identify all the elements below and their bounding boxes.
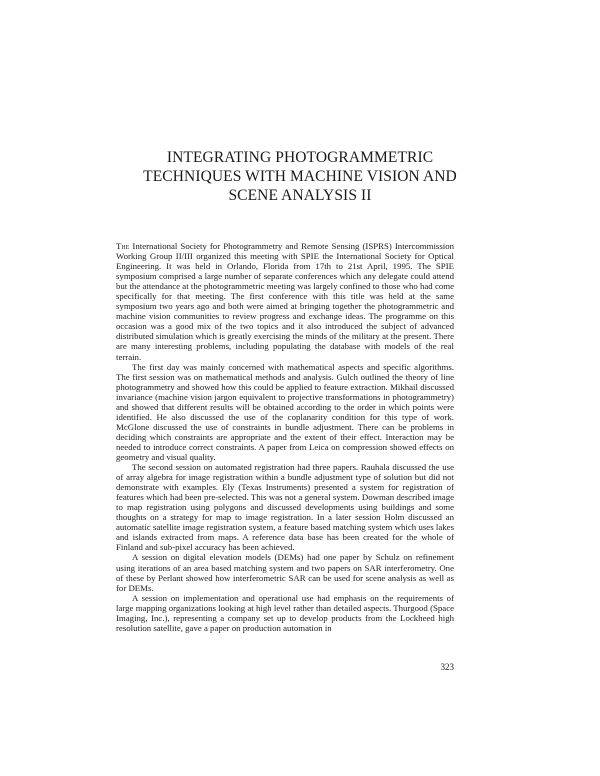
paragraph-text: The second session on automated registration had three papers. Rauhala discussed the use of array algebra for image registration within a bundle adjustment type of solution but did not demonstrate with examples. Ely (Texas Instruments) presented a system for registration of features which had been pre-selected. This was not a general system. Dowman described image to map registration using polygons and discussed developments using buildings and some thoughts on a strategy for map to image registration. In a later session Holm discussed an automatic satellite image registration system, a feature based matching system which uses lakes and islands extracted from maps. A reference data base has been created for the whole of Finland and sub-pixel accuracy has been achieved. — [116, 462, 454, 553]
article-title — [100, 148, 500, 205]
paragraph-text: The first day was mainly concerned with mathematical aspects and specific algorithms. The first session was on mathematical methods and analysis. Gulch outlined the theory of line photogrammetry and showed how this could be applied to feature extraction. Mikhail discussed invariance (machine vision jargon equivalent to projective transformations in photogrammetry) and showed that different results will be obtained according to the order in which points were identified. He also discussed the use of the coplanarity condition for this type of work. McGlone discussed the use of constraints in bundle adjustment. There can be problems in deciding which constraints are appropriate and the extent of their effect. Interaction may be needed to introduce correct constraints. A paper from Leica on compression showed effects on geometry and visual quality. — [116, 361, 454, 462]
body-paragraph — [116, 552, 454, 592]
body-paragraph — [116, 593, 454, 633]
paragraph-text: International Society for Photogrammetry and Remote Sensing (ISPRS) Intercommission Working Group II/III organized this meeting with SPIE the International Society for Optical Engineering. It was held in Orlando, Florida from 17th to 21st April, 1995. The SPIE symposium comprised a large number of separate conferences which any delegate could attend but the attendance at the photogrammetric meeting was largely confined to those who had come specifically for that meeting. The first conference with this title was held at the same symposium two years ago and both were aimed at bringing together the photogrammetric and machine vision communities to review progress and exchange ideas. The programme on this occasion was a good mix of the two topics and it also introduced the subject of advanced distributed simulation which is greatly exercising the minds of the military at the present. There are many interesting problems, including populating the database with models of the real terrain. — [116, 241, 454, 362]
article-body — [116, 241, 454, 633]
body-paragraph — [116, 241, 454, 362]
page-number: 323 — [440, 662, 454, 672]
title-line: SCENE ANALYSIS II — [228, 187, 372, 204]
body-paragraph — [116, 362, 454, 462]
body-paragraph — [116, 462, 454, 552]
paragraph-text: A session on digital elevation models (DEMs) had one paper by Schulz on refinement using iterations of an area based matching system and two papers on SAR interferometry. One of these by Perlant showed how interferometric SAR can be used for scene analysis as well as for DEMs. — [116, 552, 454, 593]
title-line: TECHNIQUES WITH MACHINE VISION AND — [143, 168, 457, 185]
paragraph-lead-word: The — [116, 241, 130, 251]
title-line: INTEGRATING PHOTOGRAMMETRIC — [166, 149, 434, 166]
paragraph-text: A session on implementation and operational use had emphasis on the requirements of large mapping organizations looking at high level rather than detailed aspects. Thurgood (Space Imaging, Inc.), representing a company set up to develop products from the Lockheed high resolution satellite, gave a paper on production automation in — [116, 592, 454, 633]
